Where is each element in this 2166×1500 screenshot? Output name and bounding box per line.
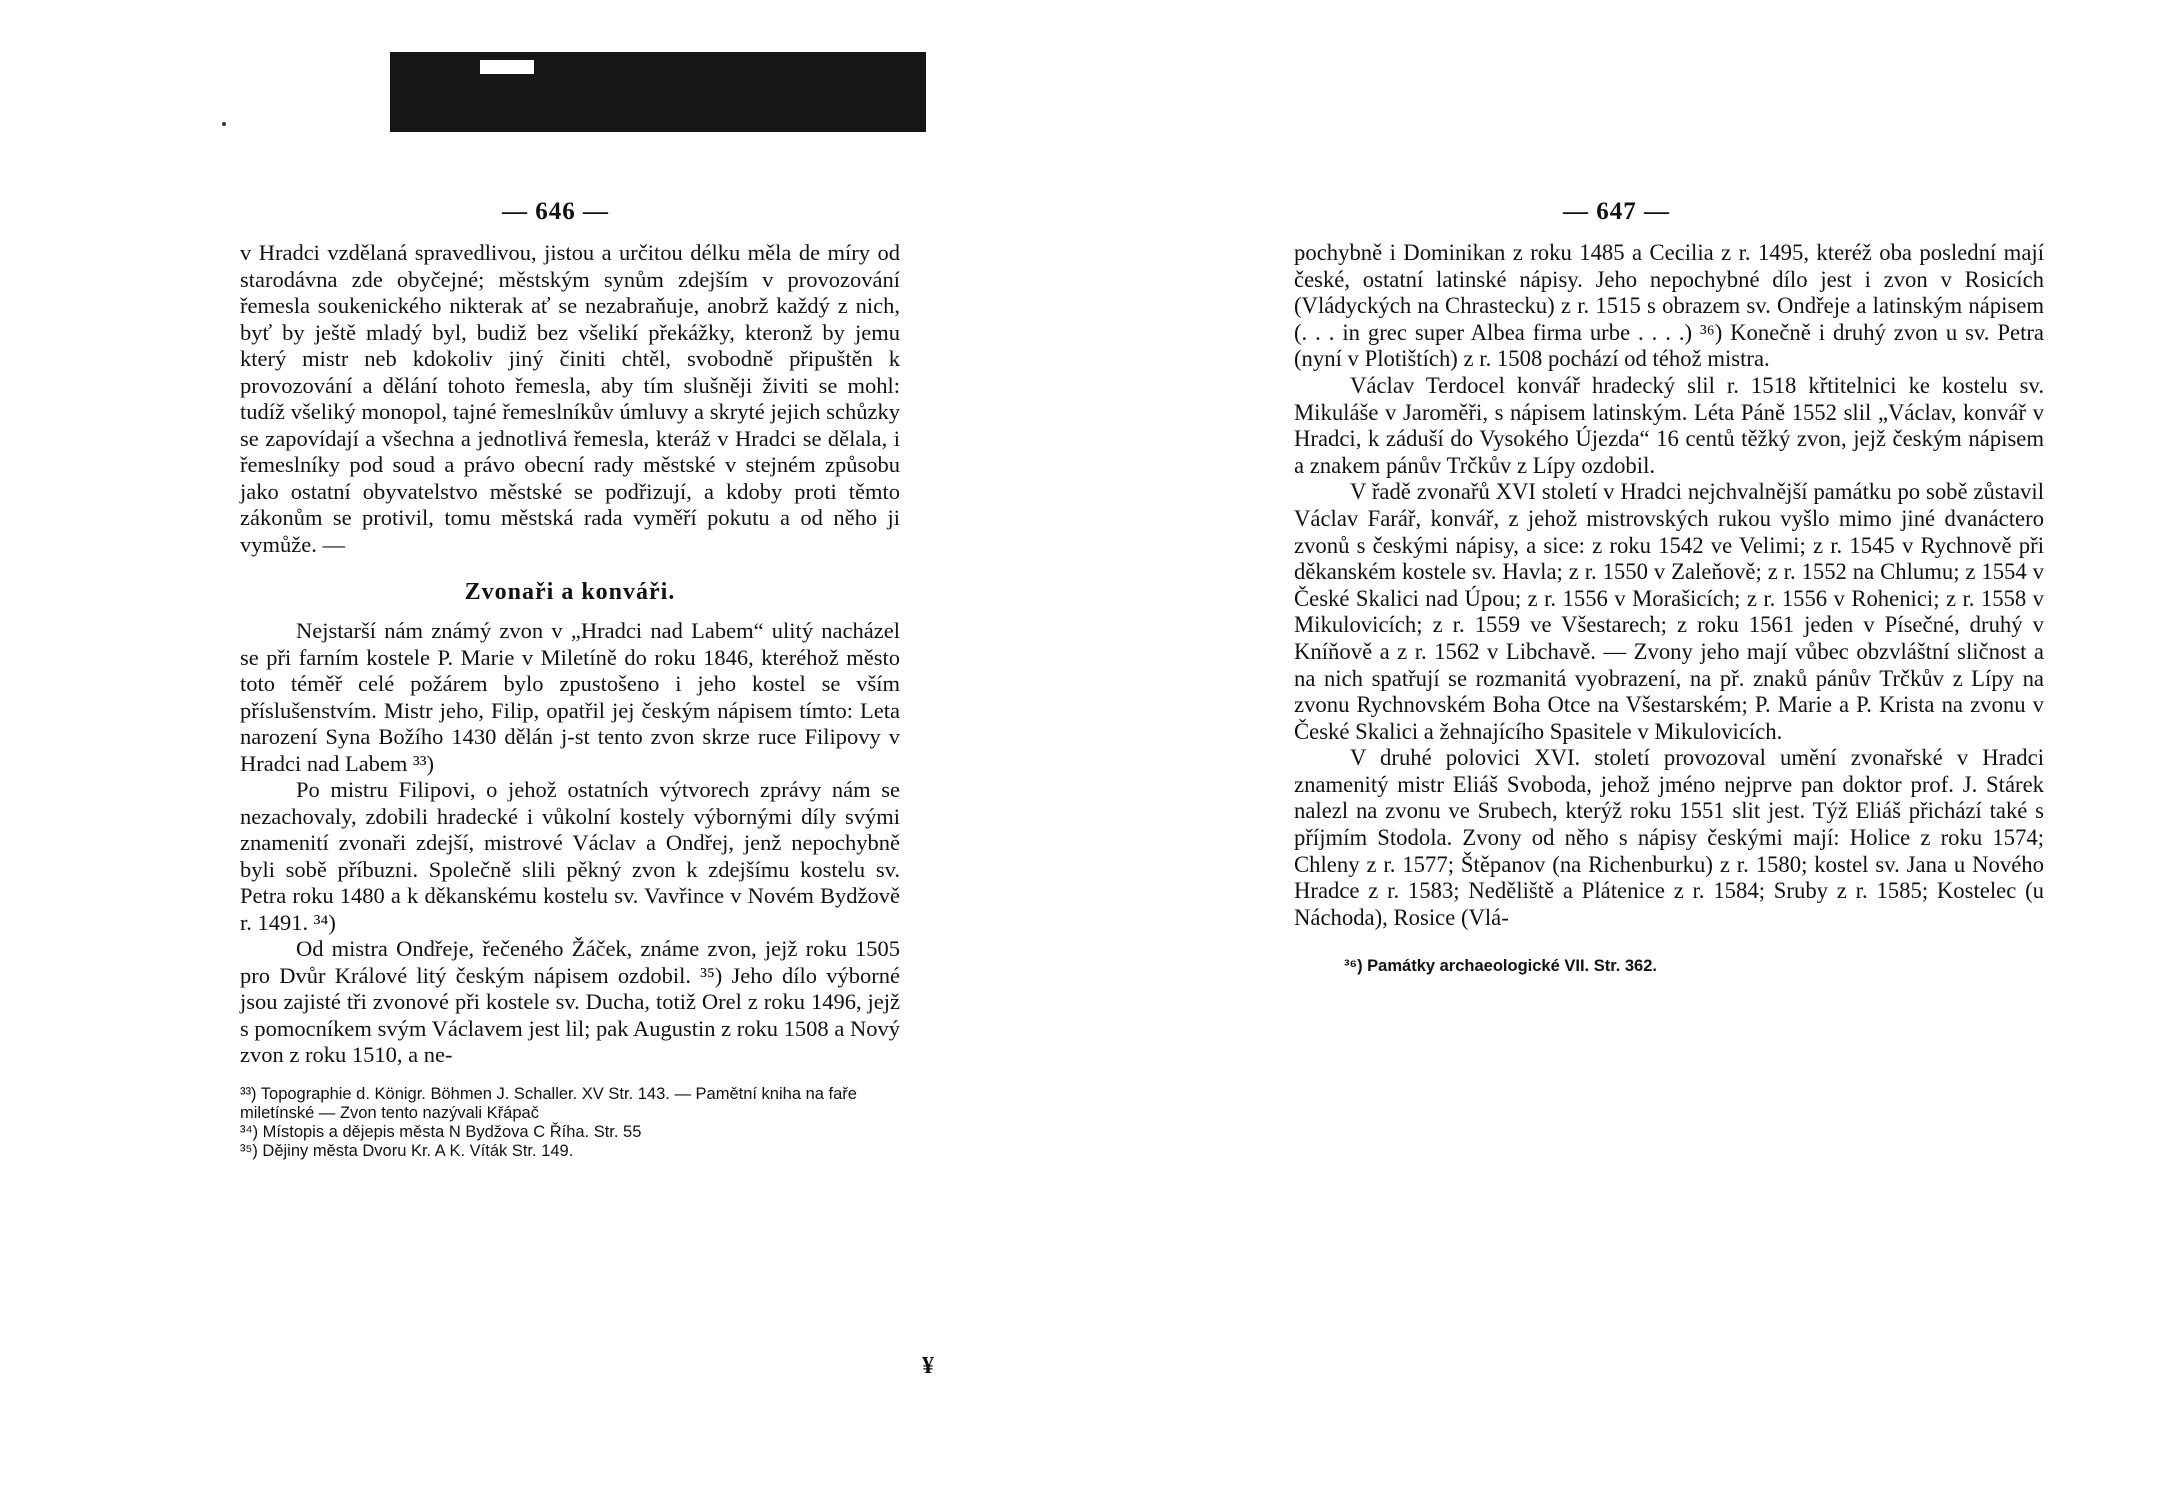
right-page bbox=[1083, 0, 2166, 1500]
paragraph: Nejstarší nám známý zvon v „Hradci nad Labem“ ulitý nacházel se při farním kostele P. Marie v Miletíně do roku 1846, kteréhož město toto téměř celé požárem bylo zpustošeno i jeho kostel se vším příslušenstvím. Mistr jeho, Filip, opatřil jej českým nápisem tímto: Leta narození Syna Božího 1430 dělán j-st tento zvon skrze ruce Filipovy v Hradci nad Labem ³³) bbox=[240, 618, 900, 776]
gutter-mark: ¥ bbox=[922, 1353, 934, 1379]
ink-speck bbox=[222, 122, 226, 126]
footnotes bbox=[1294, 957, 2044, 976]
footnote: ³⁵) Dějiny města Dvoru Kr. A K. Víták Str. 149. bbox=[240, 1141, 574, 1160]
page-number: — 647 — bbox=[1563, 198, 1670, 225]
paragraph: V druhé polovici XVI. století provozoval umění zvonařské v Hradci znamenitý mistr Eliáš Svoboda, jehož jméno nejprve pan doktor prof. J. Stárek nalezl na zvonu ve Srubech, kterýž roku 1551 slit jest. Týž Eliáš přichází také s příjmím Stodola. Zvony od něho s nápisy českými mají: Holice z roku 1574; Chleny z r. 1577; Štěpanov (na Richenburku) z r. 1580; kostel sv. Jana u Nového Hradce z r. 1583; Neděliště a Plátenice z r. 1584; Sruby z r. 1585; Kostelec (u Náchoda), Rosice (Vlá- bbox=[1294, 745, 2044, 930]
edge-bar-notch bbox=[480, 60, 534, 74]
text-column bbox=[1294, 240, 2044, 976]
paragraph: Václav Terdocel konvář hradecký slil r. 1518 křtitelnici ke kostelu sv. Mikuláše v Jaroměři, s nápisem latinským. Léta Páně 1552 slil „Václav, konvář v Hradci, k záduší do Vysokého Újezda“ 16 centů těžký zvon, jejž českým nápisem a znakem pánův Trčkův z Lípy ozdobil. bbox=[1294, 372, 2044, 478]
footnotes bbox=[240, 1085, 900, 1161]
footnote: ³⁴) Místopis a dějepis města N Bydžova C Říha. Str. 55 bbox=[240, 1122, 642, 1141]
page-edge-bar bbox=[390, 52, 926, 132]
paragraph: v Hradci vzdělaná spravedlivou, jistou a určitou délku měla de míry od starodávna zde obyčejné; městským synům zdejším v provozování řemesla soukenického nikterak ať se nezabraňuje, anobrž každý z nich, byť by ještě mladý byl, budiž bez všelikí překážky, kteronž by jemu který mistr neb kdokoliv jiný činiti chtěl, svobodně připuštěn k provozování a dělání tohoto řemesla, aby tím slušněji živiti se mohl: tudíž všeliký monopol, tajné řemeslníkův úmluvy a skryté jejich schůzky se zapovídají a všechna a jednotlivá řemesla, kteráž v Hradci se dělala, i řemeslníky pod soud a právo obecní rady městské v stejném způsobu jako ostatní obyvatelstvo městské se podřizují, a kdoby proti těmto zákonům se protivil, tomu městská rada vyměří pokutu a od něho ji vymůže. — bbox=[240, 240, 900, 557]
page-number: — 646 — bbox=[502, 198, 609, 225]
paragraph: pochybně i Dominikan z roku 1485 a Cecilia z r. 1495, kteréž oba poslední mají české, ostatní latinské nápisy. Jeho nepochybné dílo jest i zvon v Rosicích (Vládyckých na Chrastecku) z r. 1515 s obrazem sv. Ondřeje a latinským nápisem (. . . in grec super Albea firma urbe . . . .) ³⁶) Konečně i druhý zvon u sv. Petra (nyní v Plotištích) z r. 1508 pochází od téhož mistra. bbox=[1294, 240, 2044, 372]
footnote: ³³) Topographie d. Königr. Böhmen J. Schaller. XV Str. 143. — Pamětní kniha na faře miletínské — Zvon tento nazývali Křápač bbox=[240, 1084, 857, 1122]
footnote: ³⁶) Památky archaeologické VII. Str. 362. bbox=[1344, 957, 1657, 976]
paragraph: Po mistru Filipovi, o jehož ostatních výtvorech zprávy nám se nezachovaly, zdobili hradecké i vůkolní kostely výbornými díly svými znamenití zvonaři zdejší, mistrové Václav a Ondřej, jenž nepochybně byli sobě příbuzni. Společně slili pěkný zvon k zdejšímu kostelu sv. Petra roku 1480 a k děkanskému kostelu sv. Vavřince v Novém Bydžově r. 1491. ³⁴) bbox=[240, 777, 900, 935]
paragraph: V řadě zvonařů XVI století v Hradci nejchvalnější památku po sobě zůstavil Václav Farář, konvář, z jehož mistrovských rukou vyšlo mimo jiné dvanáctero zvonů s českými nápisy, a sice: z roku 1542 ve Velimi; z r. 1545 v Rychnově při děkanském kostele sv. Havla; z r. 1550 v Zaleňově; z r. 1552 na Chlumu; z 1554 v České Skalici nad Úpou; z r. 1556 v Morašicích; z r. 1556 v Rohenici; z r. 1558 v Mikulovicích; z r. 1559 ve Všestarech; z roku 1561 jeden v Písečné, druhý v Kníňově a z r. 1562 v Libchavě. — Zvony jeho mají vůbec obzvláštní sličnost a na nich spatřují se rozmanitá vyobrazení, na př. znaků pánův Trčkův z Lípy na zvonu Rychnovském Boha Otce na Všestarském; P. Marie a P. Krista na zvonu v České Skalici a žehnajícího Spasitele v Mikulovicích. bbox=[1294, 479, 2044, 744]
section-heading: Zvonaři a konváři. bbox=[464, 579, 676, 605]
text-column bbox=[240, 240, 900, 1161]
paragraph: Od mistra Ondřeje, řečeného Žáček, známe zvon, jejž roku 1505 pro Dvůr Králové litý českým nápisem ozdobil. ³⁵) Jeho dílo výborné jsou zajisté tři zvonové při kostele sv. Ducha, totiž Orel z roku 1496, jejž s pomocníkem svým Václavem jest lil; pak Augustin z roku 1508 a Nový zvon z roku 1510, a ne- bbox=[240, 936, 900, 1067]
